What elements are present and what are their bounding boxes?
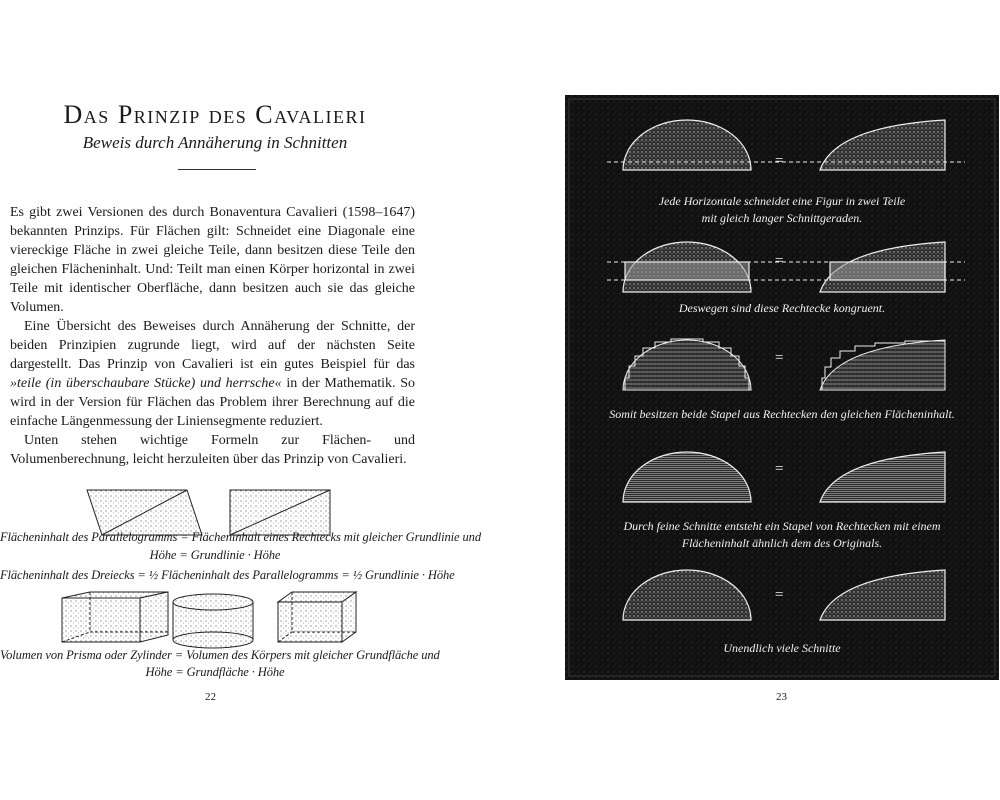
caption-row-3: Somit besitzen beide Stapel aus Rechtecken den gleichen Flächeninhalt. [609,407,955,421]
prism-figure [62,592,168,642]
caption-triangle: Flächeninhalt des Dreiecks = ½ Flächeninhalt des Parallelogramms = ½ Grundlinie · Höhe [0,568,455,582]
equals-row-5: = [773,587,785,603]
paragraph-2 [10,317,415,431]
caption-volume-1: Volumen von Prisma oder Zylinder = Volumen des Körpers mit gleicher Grundfläche und [0,648,440,662]
paragraph-2-end: in der Mathematik. So wird in der Version für Flächen das Problem ihrer Berechnung auf die einfache Längenmessung der Liniensegmente reduziert. [10,376,416,429]
page-number-right: 23 [776,691,787,703]
caption-row-4a: Durch feine Schnitte entsteht ein Stapel von Rechtecken mit einem [623,519,941,533]
caption-row-4b: Flächeninhalt ähnlich dem des Originals. [681,536,883,550]
caption-row-2: Deswegen sind diese Rechtecke kongruent. [678,301,886,315]
equals-row-3: = [773,350,785,366]
right-page-plate [565,95,999,680]
page-number-left: 22 [205,691,216,703]
paragraph-1: Es gibt zwei Versionen des durch Bonaventura Cavalieri (1598–1647) bekannten Prinzips. Für Flächen gilt: Schneidet eine Diagonale eine viereckige Fläche in zwei gleiche Teile, dann besitzen diese Teile den gleichen Flächeninhalt. Und: Teilt man einen Körper horizontal in zwei Teile mit identischer Oberfläche, dann besitzen auch sie das gleiche Volumen. [10,205,415,315]
page-title: Das Prinzip des Cavalieri [63,100,367,129]
equals-row-1: = [773,153,785,169]
paragraph-2-start: Eine Übersicht des Beweises durch Annäherung der Schnitte, der beiden Prinzipien zugrunde liegt, wird auf der nächsten Seite dargestellt. Das Prinzip von Cavalieri ist ein gutes Beispiel für das [10,319,415,372]
equals-row-2: = [773,253,785,269]
title-divider [178,169,256,170]
paragraph-2-quote: »teile (in überschaubare Stücke) und herrsche« [10,376,282,391]
caption-row-5: Unendlich viele Schnitte [723,641,841,655]
cuboid-figure [278,592,356,642]
formula-figures [0,480,481,690]
body-text [10,203,415,469]
cylinder-figure [173,594,253,648]
left-page [0,0,481,800]
paragraph-3: Unten stehen wichtige Formeln zur Flächen- und Volumenberechnung, leicht herzuleiten über das Prinzip von Cavalieri. [10,433,415,467]
caption-row-1a: Jede Horizontale schneidet eine Figur in zwei Teile [658,194,906,208]
caption-parallelogram-1: Flächeninhalt des Parallelogramms = Flächeninhalt eines Rechtecks mit gleicher Grundlinie und [0,530,481,544]
caption-volume-2: Höhe = Grundfläche · Höhe [145,665,285,679]
caption-row-1b: mit gleich langer Schnittgeraden. [701,211,863,225]
equals-row-4: = [773,461,785,477]
caption-parallelogram-2: Höhe = Grundlinie · Höhe [149,548,281,562]
page-subtitle: Beweis durch Annäherung in Schnitten [82,133,348,152]
